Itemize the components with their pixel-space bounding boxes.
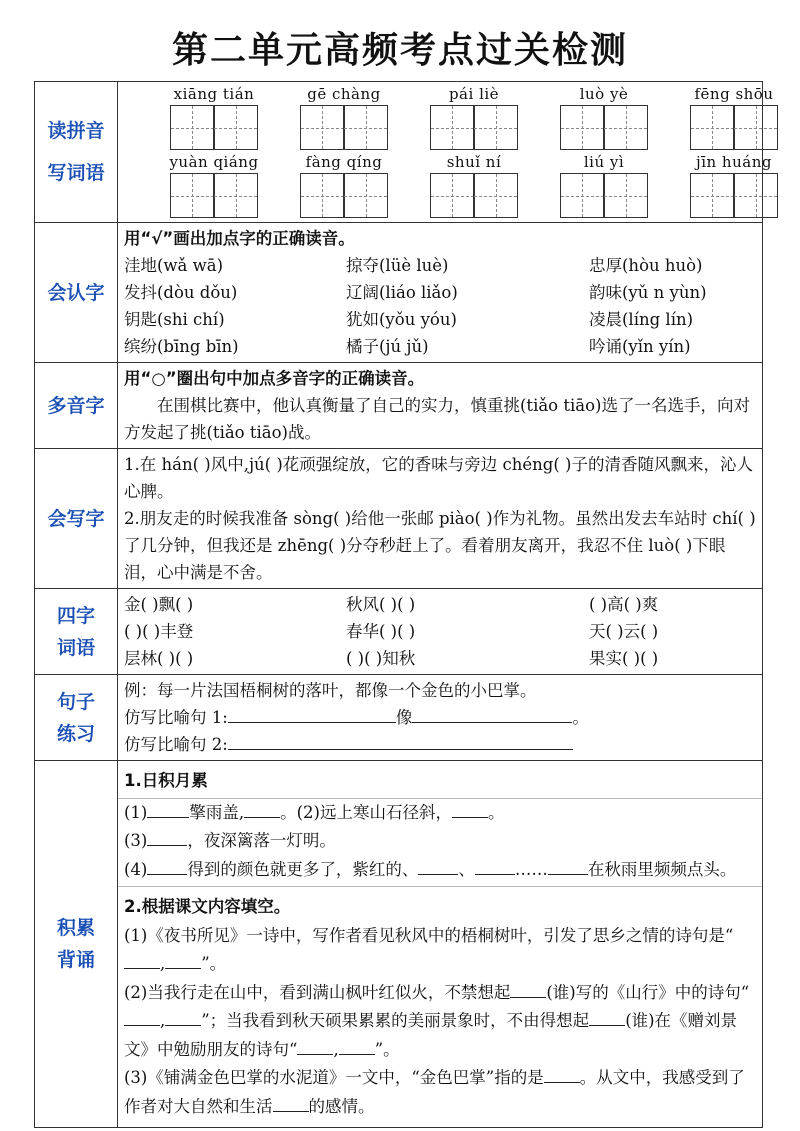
idiom-item[interactable]: ( )( )丰登 — [124, 622, 194, 641]
idiom-item[interactable]: 天( )云( ) — [589, 622, 659, 641]
pinyin-item — [168, 153, 260, 218]
section-label-pinyin — [35, 82, 118, 223]
write-box[interactable] — [430, 105, 475, 150]
section-heading: 2.根据课文内容填空。 — [124, 897, 291, 916]
punctuation: 。 — [572, 708, 589, 727]
text: (谁)在《赠刘景文》中勉励朋友的诗句“ — [124, 1011, 738, 1059]
recite-section — [118, 761, 763, 1128]
pinyin-label: shuǐ ní — [446, 153, 502, 171]
pinyin-item — [168, 85, 260, 150]
fill-line — [124, 827, 756, 856]
pinyin-item — [298, 153, 390, 218]
section-heading: 用“○”圈出句中加点多音字的正确读音。 — [124, 369, 425, 388]
text: (谁)写的《山行》中的诗句“ — [546, 982, 750, 1002]
word-item[interactable]: 凌晨(líng lín) — [589, 310, 694, 329]
pinyin-row-1 — [118, 82, 774, 151]
recognize-section — [118, 223, 763, 363]
pinyin-label: luò yè — [579, 85, 629, 103]
text: (3)《铺满金色巴掌的水泥道》一文中，“金色巴掌”指的是 — [124, 1068, 544, 1087]
write-box[interactable] — [603, 105, 648, 150]
text: , — [160, 1011, 166, 1030]
pinyin-label: jīn huáng — [696, 153, 772, 171]
pinyin-item — [298, 85, 390, 150]
word-item[interactable]: 缤纷(bīng bīn) — [124, 337, 239, 356]
word-item[interactable]: 洼地(wǎ wā) — [124, 256, 224, 275]
pinyin-label: yuàn qiáng — [169, 153, 259, 171]
pinyin-item — [558, 85, 650, 150]
pinyin-label: fēng shōu — [694, 85, 774, 103]
text: 擎雨盖, — [189, 802, 245, 822]
answer-blank[interactable] — [452, 799, 488, 818]
word-item[interactable]: 犹如(yǒu yóu) — [346, 310, 457, 329]
idiom-item[interactable]: ( )高( )爽 — [589, 595, 659, 614]
label-line: 积累 — [56, 917, 95, 939]
idiom-row — [124, 645, 756, 672]
label-line: 词语 — [56, 636, 95, 659]
section-label-recognize: 会认字 — [35, 223, 118, 363]
word-item[interactable]: 韵味(yǔ n yùn) — [589, 283, 707, 302]
write-box[interactable] — [473, 105, 518, 150]
worksheet-table — [34, 81, 774, 1128]
write-box[interactable] — [560, 173, 605, 218]
polyphone-sentence[interactable]: 在围棋比赛中，他认真衡量了自己的实力，慎重挑(tiǎo tiāo)选了一名选手，向对方发起了挑(tiǎo tiāo)战。 — [124, 396, 750, 442]
text: 。 — [488, 802, 505, 822]
answer-blank[interactable] — [589, 1007, 625, 1026]
write-box[interactable] — [733, 105, 778, 150]
polyphone-section — [118, 363, 763, 449]
word-item[interactable]: 掠夺(lüè luè) — [346, 256, 449, 275]
write-box[interactable] — [560, 105, 605, 150]
word-item[interactable]: 钥匙(shi chí) — [124, 310, 225, 329]
answer-blank[interactable] — [228, 731, 573, 750]
answer-blank[interactable] — [297, 1036, 333, 1055]
text: ，夜深篱落一灯明。 — [187, 831, 336, 850]
pinyin-item — [688, 153, 780, 218]
write-box[interactable] — [213, 105, 258, 150]
word-item[interactable]: 发抖(dòu dǒu) — [124, 283, 238, 302]
idiom-item[interactable]: 果实( )( ) — [589, 649, 659, 668]
pinyin-label: gē chàng — [307, 85, 381, 103]
section-label-polyphone: 多音字 — [35, 363, 118, 449]
word-row — [124, 306, 756, 333]
answer-blank[interactable] — [124, 1007, 160, 1026]
idioms-section — [118, 589, 763, 675]
word-item[interactable]: 吟诵(yǐn yín) — [589, 337, 691, 356]
section-heading: 1.日积月累 — [124, 771, 208, 790]
pinyin-label: fàng qíng — [305, 153, 383, 171]
simile-line-1 — [124, 704, 756, 731]
text: ”；当我看到秋天硕果累累的美丽景象时，不由得想起 — [201, 1011, 590, 1030]
label-line: 写词语 — [47, 162, 105, 184]
fill-paragraph — [124, 922, 756, 979]
write-box[interactable] — [343, 173, 388, 218]
pinyin-item — [428, 85, 520, 150]
text: (1) — [124, 802, 148, 822]
word-row — [124, 252, 756, 279]
word-row — [124, 279, 756, 306]
text: 。(2)远上寒山石径斜， — [280, 802, 452, 822]
section-label-sentence — [35, 675, 118, 761]
text: 在秋雨里频频点头。 — [587, 859, 737, 879]
answer-blank[interactable] — [475, 856, 515, 875]
section-label-idioms — [35, 589, 118, 675]
text: 。从文中，我感受到了作者对大自然和生活 — [124, 1068, 745, 1116]
label-line: 句子 — [56, 690, 95, 713]
section-label-recite — [35, 761, 118, 1128]
write-paragraph-2[interactable]: 2.朋友走的时候我准备 sòng( )给他一张邮 piào( )作为礼物。虽然出发去车站时 chí( )了几分钟，但我还是 zhēng( )分夺秒赶上了。看着朋友离开，我忍不住 luò( )下眼泪，心中满是不舍。 — [124, 509, 756, 582]
answer-blank[interactable] — [273, 1093, 309, 1112]
simile-prefix: 仿写比喻句 1: — [124, 708, 228, 727]
write-box[interactable] — [430, 173, 475, 218]
write-paragraph-1[interactable]: 1.在 hán( )风中,jú( )花顽强绽放，它的香味与旁边 chéng( )子的清香随风飘来，沁人心脾。 — [124, 455, 753, 501]
text: , — [333, 1039, 339, 1059]
pinyin-label: pái liè — [448, 85, 500, 103]
section-heading: 用“√”画出加点字的正确读音。 — [124, 229, 355, 248]
text: ”。 — [374, 1039, 400, 1059]
text: 得到的颜色就更多了，紫红的、 — [187, 859, 419, 879]
word-item[interactable]: 橘子(jú jǔ) — [346, 337, 429, 356]
text: 的感情。 — [308, 1096, 375, 1116]
label-line: 四字 — [56, 604, 95, 627]
pinyin-item — [428, 153, 520, 218]
answer-blank[interactable] — [418, 856, 458, 875]
label-line: 背诵 — [56, 949, 95, 971]
answer-blank[interactable] — [147, 827, 187, 846]
sentence-section — [118, 675, 763, 761]
idiom-item[interactable]: 金( )飘( ) — [124, 595, 194, 614]
write-box[interactable] — [213, 173, 258, 218]
answer-blank[interactable] — [548, 856, 588, 875]
answer-blank[interactable] — [244, 799, 280, 818]
simile-prefix: 仿写比喻句 2: — [124, 735, 228, 754]
idiom-row — [124, 618, 756, 645]
pinyin-label: liú yì — [583, 153, 625, 171]
simile-connector: 像 — [395, 708, 413, 727]
write-box[interactable] — [170, 105, 215, 150]
write-box[interactable] — [733, 173, 778, 218]
idiom-item[interactable]: 秋风( )( ) — [346, 595, 416, 614]
fill-line — [124, 856, 756, 885]
section-label-write: 会写字 — [35, 449, 118, 589]
pinyin-item — [688, 85, 780, 150]
pinyin-row-2 — [118, 151, 772, 220]
answer-blank[interactable] — [544, 1064, 580, 1083]
idiom-item[interactable]: 春华( )( ) — [346, 622, 416, 641]
fill-paragraph — [124, 979, 756, 1065]
word-row — [124, 333, 756, 360]
write-box[interactable] — [603, 173, 648, 218]
answer-blank[interactable] — [147, 799, 189, 818]
text: (4) — [124, 859, 148, 879]
text: ”。 — [201, 954, 227, 973]
fill-line — [124, 799, 756, 828]
answer-blank[interactable] — [510, 979, 546, 998]
text: …… — [514, 859, 548, 879]
write-section — [118, 449, 763, 589]
label-line: 读拼音 — [47, 120, 105, 142]
text: , — [160, 954, 166, 973]
fill-paragraph — [124, 1064, 756, 1121]
answer-blank[interactable] — [124, 950, 160, 969]
word-item[interactable]: 忠厚(hòu huò) — [589, 256, 703, 275]
answer-blank[interactable] — [165, 950, 201, 969]
idiom-row — [124, 591, 756, 618]
pinyin-item — [558, 153, 650, 218]
text: (2)当我行走在山中，看到满山枫叶红似火，不禁想起 — [124, 982, 511, 1002]
idiom-item[interactable]: ( )( )知秋 — [346, 649, 416, 668]
page-title: 第二单元高频考点过关检测 — [171, 30, 628, 71]
text: 、 — [458, 859, 475, 879]
text: (1)《夜书所见》一诗中，写作者看见秋风中的梧桐树叶，引发了思乡之情的诗句是“ — [124, 925, 734, 945]
write-box[interactable] — [473, 173, 518, 218]
text: (3) — [124, 831, 148, 850]
answer-blank[interactable] — [165, 1007, 201, 1026]
write-box[interactable] — [690, 173, 735, 218]
write-box[interactable] — [300, 173, 345, 218]
answer-blank[interactable] — [228, 704, 396, 723]
example-sentence: 例：每一片法国梧桐树的落叶，都像一个金色的小巴掌。 — [124, 681, 537, 700]
answer-blank[interactable] — [412, 704, 572, 723]
word-item[interactable]: 辽阔(liáo liǎo) — [346, 283, 458, 302]
label-line: 练习 — [56, 722, 95, 745]
write-box[interactable] — [690, 105, 735, 150]
answer-blank[interactable] — [147, 856, 187, 875]
answer-blank[interactable] — [339, 1036, 375, 1055]
write-box[interactable] — [343, 105, 388, 150]
simile-line-2 — [124, 731, 756, 758]
pinyin-section — [118, 82, 774, 223]
pinyin-label: xiāng tián — [173, 85, 255, 103]
write-box[interactable] — [170, 173, 215, 218]
idiom-item[interactable]: 层林( )( ) — [124, 649, 194, 668]
write-box[interactable] — [300, 105, 345, 150]
